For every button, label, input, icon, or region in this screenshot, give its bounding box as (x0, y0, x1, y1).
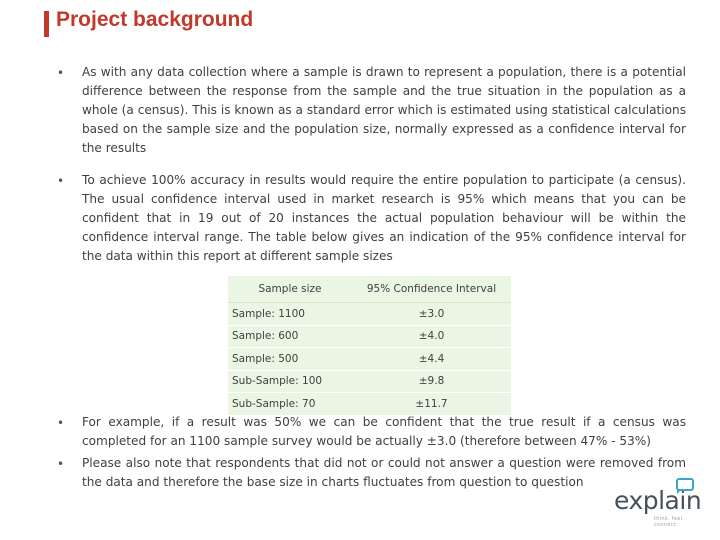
table-row (228, 370, 511, 393)
sample-size-cell: Sample: 600 (232, 330, 299, 343)
logo-wordmark: explain (614, 486, 702, 515)
confidence-interval-cell: ±11.7 (415, 397, 448, 410)
bullet-marker: • (57, 174, 65, 188)
table-row (228, 325, 511, 348)
bullet-marker: • (57, 457, 65, 471)
logo-tagline: think. feel. connect. (654, 516, 685, 528)
column-header-sample-size: Sample size (258, 283, 322, 295)
confidence-interval-cell: ±4.4 (418, 352, 445, 365)
title-accent-bar (44, 11, 49, 37)
confidence-interval-cell: ±4.0 (418, 330, 445, 343)
speech-bubble-tail-icon (677, 490, 681, 494)
explain-logo (614, 478, 706, 526)
bullet-paragraph: Please also note that respondents that did not or could not answer a question were removed from the data and therefore the base size in charts fluctuates from question to question (82, 456, 686, 489)
table-header-row (228, 276, 511, 303)
bullet-paragraph: As with any data collection where a sample is drawn to represent a population, there is a potential difference between the response from the sample and the true situation in the population as a whole (a census). This is known as a standard error which is estimated using statistical calculations based on the sample size and the population size, normally expressed as a confidence interval for the results (82, 65, 686, 155)
page-title: Project background (56, 8, 254, 31)
bullet-marker: • (57, 416, 65, 430)
confidence-interval-cell: ±9.8 (418, 375, 445, 388)
sample-size-cell: Sub-Sample: 100 (232, 375, 323, 388)
sample-size-cell: Sample: 1100 (232, 307, 305, 320)
confidence-interval-cell: ±3.0 (418, 307, 445, 320)
bullet-marker: • (57, 66, 65, 80)
table-row (228, 303, 511, 326)
table-row (228, 393, 511, 416)
bullet-paragraph: To achieve 100% accuracy in results would require the entire population to participate (a census). The usual confidence interval used in market research is 95% which means that you can be confident that in 19 out of 20 instances the actual population behaviour will be within the confidence interval range. The table below gives an indication of the 95% confidence interval for the data within this report at different sample sizes (82, 173, 686, 263)
sample-size-cell: Sub-Sample: 70 (232, 397, 316, 410)
sample-size-cell: Sample: 500 (232, 352, 299, 365)
bullet-paragraph: For example, if a result was 50% we can be confident that the true result if a census was completed for an 1100 sample survey would be actually ±3.0 (therefore between 47% - 53%) (82, 415, 686, 448)
table-row (228, 348, 511, 371)
confidence-interval-table (228, 276, 511, 416)
column-header-confidence-interval: 95% Confidence Interval (366, 283, 497, 295)
